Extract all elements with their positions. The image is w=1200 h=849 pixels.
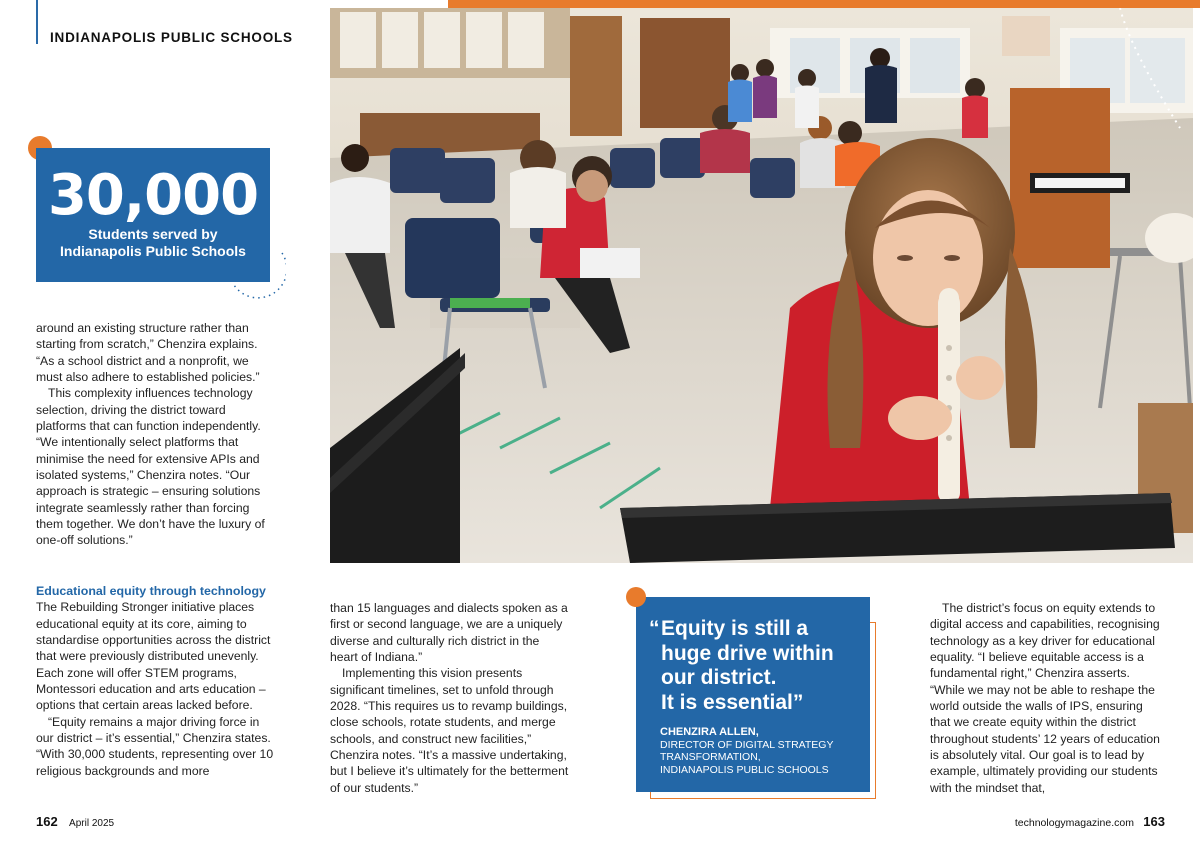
stat-number: 30,000 bbox=[47, 163, 259, 228]
section-title: INDIANAPOLIS PUBLIC SCHOOLS bbox=[50, 30, 293, 45]
quote-author-name: CHENZIRA ALLEN, bbox=[660, 726, 759, 738]
section-rule bbox=[36, 0, 38, 44]
body-paragraph: The district’s focus on equity extends to digital access and capabilities, recognising technology as a key driver for educational equality. “I believe equitable access is a fundamental right,” Chenzira asserts. “While we may not be able to reshape the world outside the walls of IPS, ensuring that we create equity within the district throughout students’ 12 years of education is absolutely vital. Our goal is to lead by example, ultimately providing our students with the mindset that, bbox=[930, 601, 1160, 795]
body-paragraph: This complexity influences technology selection, driving the district toward platforms that can function independently. “We intentionally select platforms that minimise the need for extensive APIs and isolated systems,” Chenzira notes. “Our approach is strategic – ensuring solutions integrate seamlessly rather than forcing them together. We don’t have the luxury of one-off solutions.” bbox=[36, 386, 265, 548]
quote-mark: “ bbox=[649, 617, 660, 640]
issue-date: April 2025 bbox=[69, 818, 115, 829]
quote-author-title: TRANSFORMATION, bbox=[660, 751, 761, 763]
body-column-4 bbox=[930, 600, 1166, 796]
body-column-1-bottom bbox=[36, 583, 276, 779]
page-number-right: 163 bbox=[1143, 814, 1165, 829]
site-url: technologymagazine.com bbox=[1014, 817, 1134, 829]
quote-accent-dot bbox=[626, 587, 646, 607]
top-accent-bar bbox=[448, 0, 1200, 8]
quote-line: our district. bbox=[661, 666, 777, 689]
body-paragraph: The Rebuilding Stronger initiative places educational equity at its core, aiming to standardise opportunities across the district that were previously distributed unevenly. Each zone will offer STEM programs, Montessori education and arts education – options that certain areas lacked before. bbox=[36, 600, 271, 713]
stat-caption-line1: Students served by bbox=[88, 226, 218, 242]
subheading: Educational equity through technology bbox=[36, 584, 266, 598]
body-column-2 bbox=[330, 600, 570, 796]
quote-author-org: INDIANAPOLIS PUBLIC SCHOOLS bbox=[660, 763, 829, 776]
pull-quote bbox=[636, 597, 870, 792]
body-paragraph: “Equity remains a major driving force in our district – it’s essential,” Chenzira states. “With 30,000 students, representing over 10 religious backgrounds and more bbox=[36, 714, 274, 778]
body-column-1-top bbox=[36, 320, 276, 549]
pull-quote-text bbox=[650, 617, 862, 715]
dotted-arc-decoration bbox=[230, 245, 286, 301]
classroom-photo bbox=[330, 8, 1193, 563]
quote-author-title: DIRECTOR OF DIGITAL STRATEGY bbox=[660, 738, 834, 751]
quote-attribution bbox=[660, 726, 833, 776]
body-paragraph: Implementing this vision presents significant timelines, set to unfold through 2028. “This requires us to revamp buildings, close schools, rotate students, and merge schools, and construct new facilities,” Chenzira notes. “It’s a massive undertaking, but I believe it’s ultimately for the betterment of our students.” bbox=[330, 666, 569, 795]
body-paragraph: than 15 languages and dialects spoken as a first or second language, we are a uniquely diverse and culturally rich district in the heart of Indiana.” bbox=[330, 601, 568, 665]
footer-left bbox=[36, 814, 114, 829]
body-paragraph: around an existing structure rather than starting from scratch,” Chenzira explains. “As a school district and a nonprofit, we must also adhere to established policies.” bbox=[36, 321, 260, 385]
quote-line: Equity is still a bbox=[661, 617, 809, 640]
stat-caption-line2: Indianapolis Public Schools bbox=[60, 243, 246, 259]
footer-right bbox=[1015, 814, 1165, 829]
page-number-left: 162 bbox=[36, 814, 58, 829]
quote-line: It is essential” bbox=[661, 690, 804, 714]
quote-line: huge drive within bbox=[661, 641, 834, 665]
